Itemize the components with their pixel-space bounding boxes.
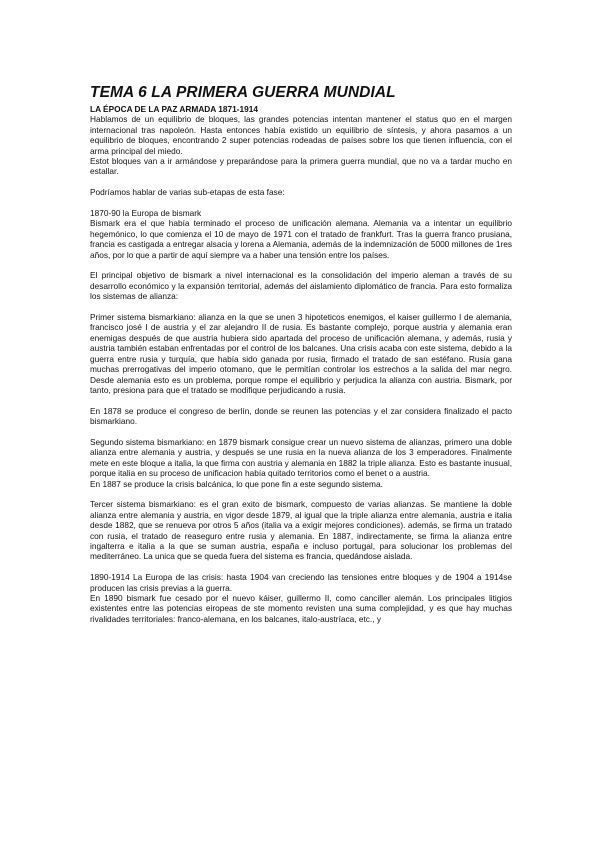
paragraph-balkan-crisis: En 1887 se produce la crisis balcánica, lo que pone fin a este segundo sistema. (90, 478, 383, 489)
paragraph-objective: El principal objetivo de bismark a nivel internacional es la consolidación del imperio aleman a través de su desarrollo económico y la expansión territorial, además del aislamiento diplomático de francia. Para esto formaliza los sistemas de alianza: (90, 270, 512, 302)
paragraph-subphases: Podríamos hablar de varias sub-etapas de esta fase: (90, 187, 285, 198)
paragraph-first-system: Primer sistema bismarkiano: alianza en la que se unen 3 hipoteticos enemigos, el kaiser guillermo I de alemania, francisco josé I de austria y el zar alejandro II de rusia. Es bastante complejo, porque austria y alemania eran enemigas después de que austria hubiera sido apartada del proceso de unificación alemana, y además, rusia y austria también estaban enfrentadas por el control de los balcanes. Una crisis acaba con este sistema, debido a la guerra entre rusia y turquía, que había sido ganada por rusia, firmado el tratado de san estéfano. Rusia gana muchas prerrogativas del imperio otomano, que le permitían controlar los estrechos a la salida del mar negro. Desde alemania esto es un problema, porque rompe el equilibrio y perjudica la alianza con austria. Bismark, por tanto, presiona para que el tratado se modifique perjudicando a rusia. (90, 312, 512, 395)
paragraph-crisis-europe: 1890-1914 La Europa de las crisis: hasta 1904 van creciendo las tensiones entre bloques y de 1904 a 1914se producen las crisis previas a la guerra. (90, 572, 512, 593)
paragraph-second-system: Segundo sistema bismarkiano: en 1879 bismark consigue crear un nuevo sistema de alianzas, primero una doble alianza entre alemania y austria, y después se une rusia en la nueva alianza de los 3 emperadores. Finalmente mete en este bloque a italia, la que firma con austria y alemania en 1882 la triple alianza. Esto es bastante inusual, porque italia en su proceso de unificacion había quitado territorios como el benet o a austria. (90, 436, 513, 479)
document-title: TEMA 6 LA PRIMERA GUERRA MUNDIAL (90, 84, 396, 101)
paragraph-blocs: Estot bloques van a ir armándose y preparándose para la primera guerra mundial, que no va a tardar mucho en estallar. (90, 156, 512, 177)
paragraph-third-system: Tercer sistema bismarkiano: es el gran exito de bismark, compuesto de varias alianzas. Se mantiene la doble alianza entre alemania y austria, en vigor desde 1879, al igual que la triple alianza entre alemania, austria e italia desde 1882, que se renueva por otros 5 años (italia va a exigir mejores condiciones). además, se firma un tratado con rusia, el tratado de reaseguro entre rusia y alemania. En 1887, indirectamente, se firma la alianza entre ingalterra e italia a la que se suman austria, españa e incluso portugal, para solucionar los problemas del mediterráneo. La unica que se queda fuera del sistema es francia, quedándose aislada. (90, 499, 512, 562)
paragraph-berlin-congress: En 1878 se produce el congreso de berlín, donde se reunen las potencias y el zar considera finalizado el pacto bismarkiano. (90, 405, 512, 427)
document-body (90, 84, 512, 624)
paragraph-1890: En 1890 bismark fue cesado por el nuevo káiser, guillermo II, como canciller alemán. Los principales litigios existentes entre las potencias eiropeas de ste momento revisten una suma complejidad, y es que hay muchas rivalidades territoriales: franco-alemana, en los balcanes, italo-austríaca, etc., y (90, 592, 512, 624)
section-heading: LA ÉPOCA DE LA PAZ ARMADA 1871-1914 (90, 104, 258, 114)
paragraph-bismark: Bismark era el que había terminado el proceso de unificación alemana. Alemania va a intentar un equilibrio hegemónico, lo que comienza el 10 de mayo de 1971 con el tratado de frankfurt. Tras la guerra franco prusiana, francia es castigada a entregar alsacia y lorena a Alemania, además de la indemnización de 5000 millones de 1res años, por lo que a partir de aquí siempre va a haber una tensión entre los países. (90, 218, 513, 260)
subsection-heading: 1870-90 la Europa de bismark (90, 208, 202, 219)
paragraph-intro: Hablamos de un equilibrio de bloques, las grandes potencias intentan mantener el status quo en el margen internacional tras napoleón. Hasta entonces había existido un equilibrio de síntesis, y ahora pasamos a un equilibrio de bloques, encontrando 2 super potencias rodeadas de países sobre los que tienen influencia, con el arma principal del miedo. (90, 114, 512, 156)
